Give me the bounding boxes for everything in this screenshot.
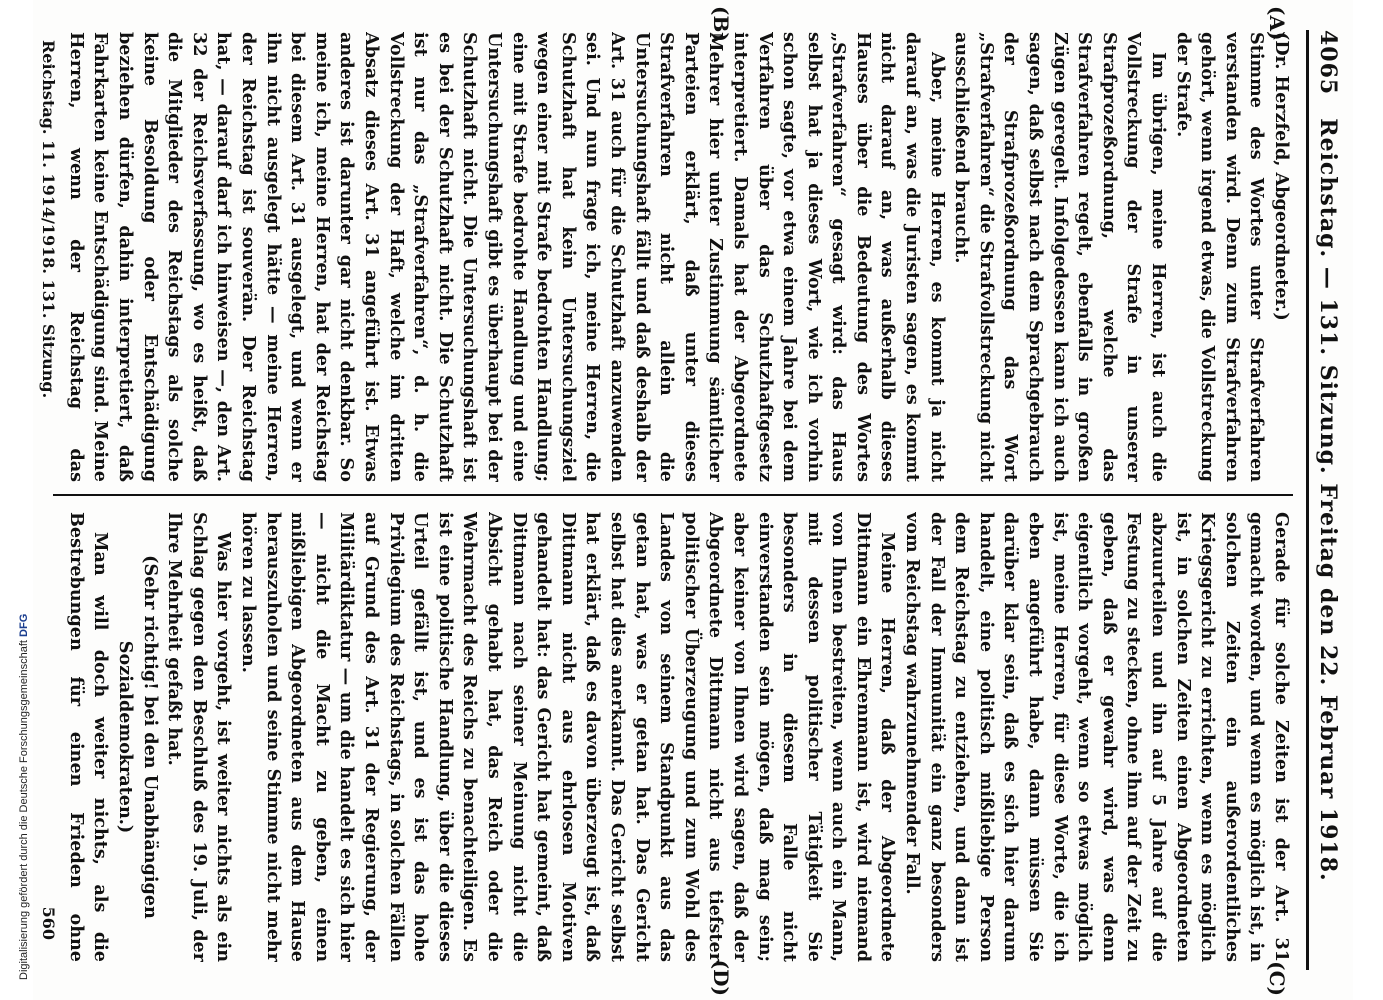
column-divider bbox=[53, 494, 1293, 496]
paragraph: Gerade für solche Zeiten ist der Art. 31 gemacht worden, und wenn es möglich ist, in solchen Zeiten ein außerordentliches Kriegsgericht zu errichten, wenn es möglich ist, in solchen Zeiten einen Abgeordneten abzuurteilen und ihn auf 5 Jahre auf die Festung zu stecken, ohne ihm auf der Zeit zu geben, daß er gewahr wird, was denn eigentlich vorgeht, wenn so etwas möglich ist, meine Herren, für diese Worte, die ich eben angeführt habe, dann müssen Sie darüber klar sein, daß es sich hier darum handelt, eine politisch mißliebige Person dem Reichstag zu entziehen, und dann ist der Fall der Immunität ein ganz besonders vom Reichstag wahrzunehmender Fall. bbox=[902, 512, 1292, 962]
interjection: (Sehr richtig! bei den Unabhängigen Sozialdemokraten.) bbox=[115, 555, 161, 919]
rotated-scan bbox=[33, 0, 1353, 1000]
credit-text: Digitalisierung gefördert durch die Deutsche Forschungsgemeinschaft bbox=[18, 640, 30, 980]
page-number: 4065 bbox=[1315, 30, 1341, 96]
margin-marker-a: (A) bbox=[1265, 6, 1289, 41]
paragraph: Was hier vorgeht, ist weiter nichts als ein Schlag gegen den Beschluß des 19. Juli, der Ihre Mehrheit gefaßt hat. bbox=[164, 512, 235, 962]
speaker-line: (Dr. Herzfeld, Abgeordneter.) bbox=[1271, 32, 1292, 321]
side-credit bbox=[4, 20, 30, 990]
footer-page-number: 560 bbox=[39, 906, 58, 940]
margin-marker-c: (C) bbox=[1265, 961, 1289, 996]
paragraph: Meine Herren, daß der Abgeordnete Dittmann ein Ehrenmann ist, wird niemand von Ihnen bestreiten, wenn auch ein Mann, mit dessen politischer Tätigkeit Sie besonders in diesem Falle nicht einverstanden sein mögen, daß mag sein; aber keiner von Ihnen wird sagen, daß der Abgeordnete Dittmann nicht aus tiefster politischer Überzeugung und zum Wohl des Landes von seinem Standpunkt aus das getan hat, was er getan hat. Das Gericht selbst hat dies anerkannt. Das Gericht selbst hat erklärt, daß es davon überzeugt ist, daß Dittmann nicht aus ehrlosen Motiven gehandelt hat: das Gericht hat gemeint, daß Dittmann nach seiner Meinung nicht die Absicht gehabt hat, das Reich oder die Wehrmacht des Reichs zu benachteiligen. Es ist eine politische Handlung, über die dieses Urteil gefällt ist, und es ist das hohe Privilegium des Reichstags, in solchen Fällen auf Grund des Art. 31 der Regierung, der Militärdiktatur — um die handelt es sich hier — nicht die Macht zu geben, einen mißliebigen Abgeordneten aus dem Hause herauszuholen und seine Stimme nicht mehr hören zu lassen. bbox=[238, 512, 899, 962]
dfg-logo: DFG bbox=[18, 613, 30, 637]
margin-marker-b: (B) bbox=[709, 6, 733, 42]
right-column bbox=[63, 512, 1293, 962]
paragraph: Man will doch weiter nichts, als die Bestrebungen für einen Frieden ohne bbox=[65, 512, 112, 962]
left-column bbox=[63, 32, 1293, 482]
side-credit-text bbox=[18, 20, 30, 980]
margin-marker-d: (D) bbox=[709, 959, 733, 996]
page-title: Reichstag. — 131. Sitzung. Freitag den 22. Februar 1918. bbox=[1315, 118, 1341, 882]
paragraph: Stimme des Wortes unter Strafverfahren verstanden wird. Denn zum Strafverfahren gehört, wenn irgend etwas, die Vollstreckung der Strafe. bbox=[1172, 32, 1268, 482]
footer-left: Reichstag. 11. 1914/1918. 131. Sitzung. bbox=[39, 40, 58, 399]
paragraph: Aber, meine Herren, es kommt ja nicht darauf an, was die Juristen sagen, es kommt nicht darauf an, was außerhalb dieses Hauses über die Bedeutung des Wortes „Strafverfahren“ gesagt wird: das Haus selbst hat ja dieses Wort, wie ich vorhin schon sagte, vor etwa einem Jahre bei dem Verfahren über das Schutzhaftgesetz interpretiert. Damals hat der Abgeordnete Mehrer hier unter Zustimmung sämtlicher Parteien erklärt, daß unter dieses Strafverfahren nicht allein die Untersuchungshaft fällt und daß deshalb der Art. 31 auch für die Schutzhaft anzuwenden sei. Und nun frage ich, meine Herren, die Schutzhaft hat kein Untersuchungsziel wegen einer mit Strafe bedrohten Handlung; eine mit Strafe bedrohte Handlung und eine Untersuchungshaft gibt es überhaupt bei der Schutzhaft nicht. Die Untersuchungshaft ist es bei der Schutzhaft nicht. Die Schutzhaft ist nur das „Strafverfahren“, d. h. die Vollstreckung der Haft, welche im dritten Absatz dieses Art. 31 angeführt ist. Etwas anderes ist darunter gar nicht denkbar. So meine ich, meine Herren, hat der Reichstag bei diesem Art. 31 ausgelegt, und wenn er ihn nicht ausgelegt hätte — meine Herren, der Reichstag ist souverän. Der Reichstag hat, — darauf darf ich hinweisen —, den Art. 32 der Reichsverfassung, wo es heißt, daß die Mitglieder des Reichstags als solche keine Besoldung oder Entschädigung beziehen dürfen, dahin interpretiert, daß Fahrkarten keine Entschädigung sind. Meine Herren, wenn der Reichstag das bbox=[65, 32, 948, 482]
page-header bbox=[1306, 30, 1343, 970]
paragraph: Im übrigen, meine Herren, ist auch die Vollstreckung der Strafe in unserer Strafprozeßordnung, welche das Strafverfahren regelt, ebenfalls in großen Zügen geregelt. Infolgedessen kann ich auch sagen, daß selbst nach dem Sprachgebrauch der Strafprozeßordnung das Wort „Strafverfahren“ die Strafvollstreckung nicht ausschließend braucht. bbox=[951, 32, 1170, 482]
